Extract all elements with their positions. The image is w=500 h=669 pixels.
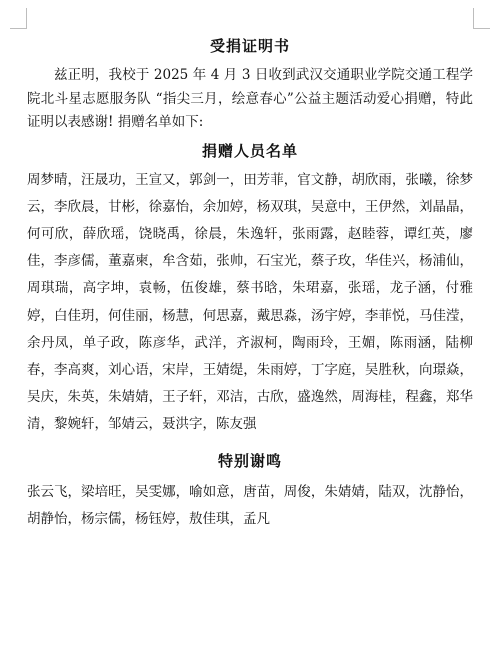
crop-mark-top-left: [10, 8, 27, 29]
intro-paragraph: 兹正明，我校于 2025 年 4 月 3 日收到武汉交通职业学院交通工程学院北斗星志愿服务队 “指尖三月，绘意春心”公益主题活动爱心捐赠，特此证明以表感谢! 捐赠名单如下:: [27, 67, 473, 130]
donors-heading: 捐赠人员名单: [201, 141, 298, 160]
document-page: [27, 36, 473, 533]
crop-mark-top-right: [473, 8, 490, 29]
thanks-names: 张云飞，梁培旺，吴雯娜，喻如意，唐苗，周俊，朱婧婧，陆双，沈静怡，胡静怡，杨宗儒，杨钰婷，敖佳琪，孟凡: [27, 483, 473, 527]
thanks-heading: 特别谢鸣: [217, 451, 282, 470]
donor-names: 周梦晴，汪晟功，王宣又，郭剑一，田芳菲，官文静，胡欣雨，张曦，徐梦云，李欣晨，甘彬，徐嘉怡，余加婷，杨双琪，吴意中，王伊然，刘晶晶，何可欣，薛欣瑶，饶晓禹，徐晨，朱逸轩，张雨露，赵睦蓉，谭红英，廖佳，李彦儒，董嘉柬，牟含茹，张帅，石宝光，蔡子玫，华佳兴，杨浦仙，周琪瑞，高字坤，袁畅，伍俊雄，蔡书晗，朱珺嘉，张瑶，龙子涵，付雅婷，白佳玥，何佳丽，杨慧，何思嘉，戴思淼，汤宇婷，李菲悦，马佳滢，余丹凤，单子政，陈彦华，武洋，齐淑柯，陶雨玲，王媚，陈雨涵，陆柳春，李高爽，刘心语，宋岸，王婧缇，朱雨婷，丁字庭，吴胜秋，向璟焱，吴庆，朱英，朱婧婧，王子轩，邓洁，古欣，盛逸然，周海桂，程鑫，郑华清，黎婉轩，邹婧云，聂洪字，陈友强: [27, 171, 473, 433]
document-title: 受捐证明书: [209, 37, 290, 55]
